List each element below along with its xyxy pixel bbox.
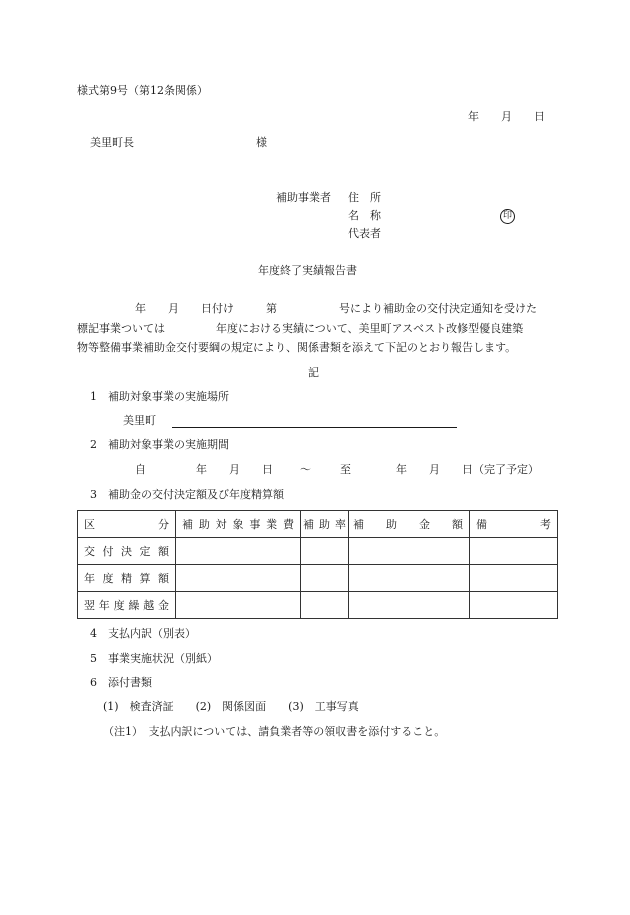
addressee-name: 美里町長 <box>90 136 134 149</box>
table-header-cell: 備考 <box>470 511 558 538</box>
name-label: 名 称 <box>348 209 381 222</box>
period-tilde: ～ <box>300 463 311 476</box>
cell-subsidy-amount[interactable] <box>349 538 470 565</box>
table-header-cell: 補助金額 <box>349 511 470 538</box>
body-line2-start: 標記事業ついては <box>77 322 165 335</box>
address-label: 住 所 <box>348 191 381 204</box>
addressee-honorific: 様 <box>256 136 267 149</box>
body-line1-date: 年 月 日付け <box>135 302 234 315</box>
form-number: 様式第9号（第12条関係） <box>77 84 208 97</box>
row-label: 交付決定額 <box>78 538 176 565</box>
row-label: 翌年度繰越金 <box>78 592 176 619</box>
cell-subsidy-amount[interactable] <box>349 565 470 592</box>
body-line2-rest: 年度における実績について、美里町アスベスト改修型優良建築 <box>216 322 524 335</box>
table-header-row <box>78 511 558 538</box>
cell-remarks[interactable] <box>470 592 558 619</box>
attachments-list: (1) 検査済証 (2) 関係図面 (3) 工事写真 <box>103 700 359 713</box>
date-line: 年 月 日 <box>468 110 545 123</box>
note-1: （注1） 支払内訳については、請負業者等の領収書を添付すること。 <box>103 725 446 738</box>
period-to-date: 年 月 日（完了予定） <box>396 463 539 476</box>
place-prefix: 美里町 <box>123 414 156 427</box>
item4-label: 4 支払内訳（別表） <box>90 627 196 640</box>
seal-icon: 印 <box>500 209 515 224</box>
period-from-date: 年 月 日 <box>196 463 273 476</box>
cell-subsidy-rate[interactable] <box>301 592 349 619</box>
body-line3: 物等整備事業補助金交付要綱の規定により、関係書類を添えて下記のとおり報告します。 <box>77 341 517 354</box>
cell-remarks[interactable] <box>470 565 558 592</box>
item5-label: 5 事業実施状況（別紙） <box>90 652 218 665</box>
item6-label: 6 添付書類 <box>90 676 152 689</box>
table-row <box>78 565 558 592</box>
row-label: 年度精算額 <box>78 565 176 592</box>
place-line <box>172 427 457 428</box>
cell-subsidy-cost[interactable] <box>176 592 301 619</box>
cell-subsidy-amount[interactable] <box>349 592 470 619</box>
cell-subsidy-rate[interactable] <box>301 538 349 565</box>
item2-label: 2 補助対象事業の実施期間 <box>90 438 229 451</box>
ki-heading: 記 <box>308 366 319 379</box>
seal-mark <box>500 208 515 224</box>
representative-label: 代表者 <box>348 227 381 240</box>
cell-subsidy-cost[interactable] <box>176 538 301 565</box>
body-line1-rest: 号により補助金の交付決定通知を受けた <box>339 302 537 315</box>
table-header-cell: 補助率 <box>301 511 349 538</box>
amount-table <box>77 510 558 619</box>
period-to-label: 至 <box>340 463 351 476</box>
table-header-cell: 補助対象事業費 <box>176 511 301 538</box>
table-header-cell: 区 分 <box>78 511 176 538</box>
table-row <box>78 592 558 619</box>
item1-label: 1 補助対象事業の実施場所 <box>90 390 229 403</box>
table-row <box>78 538 558 565</box>
applicant-role: 補助事業者 <box>276 191 331 204</box>
item3-label: 3 補助金の交付決定額及び年度精算額 <box>90 488 284 501</box>
document-title: 年度終了実績報告書 <box>258 264 357 277</box>
cell-subsidy-cost[interactable] <box>176 565 301 592</box>
period-from-label: 自 <box>135 463 146 476</box>
cell-remarks[interactable] <box>470 538 558 565</box>
cell-subsidy-rate[interactable] <box>301 565 349 592</box>
body-line1-no: 第 <box>266 302 277 315</box>
